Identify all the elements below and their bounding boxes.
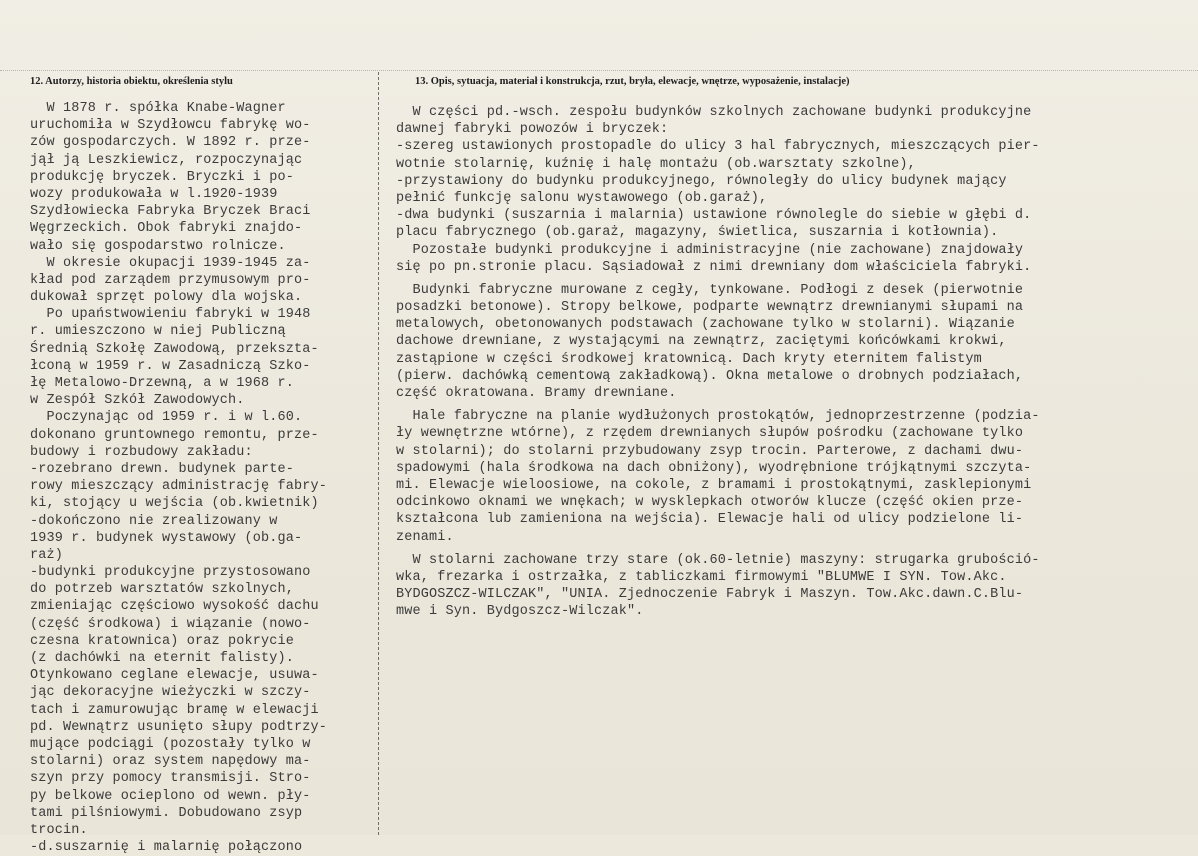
- description-text-line: metalowych, obetonowanych podstawach (zachowane tylko w stolarni). Wiązanie: [396, 317, 1015, 333]
- description-text-line: odcinkowo oknami we wnękach; w wysklepkach otworów klucze (część okien prze-: [396, 495, 1024, 511]
- history-text-line: dokonano gruntownego remontu, prze-: [30, 427, 319, 443]
- top-rule: [0, 70, 1198, 71]
- history-text-line: wozy produkowała w l.1920-1939: [30, 186, 278, 202]
- history-text-column: [30, 100, 375, 856]
- description-text-line: (pierw. dachówką cementową zakładkową). Okna metalowe o drobnych podziałach,: [396, 368, 1024, 384]
- history-text-line: mujące podciągi (pozostały tylko w: [30, 736, 311, 752]
- history-text-line: Szydłowiecka Fabryka Bryczek Braci: [30, 204, 311, 220]
- history-text-line: produkcję bryczek. Bryczki i po-: [30, 169, 295, 185]
- history-text-line: dukował sprzęt polowy dla wojska.: [30, 290, 303, 306]
- description-text-line: W stolarni zachowane trzy stare (ok.60-letnie) maszyny: strugarka grubośció-: [396, 552, 1040, 568]
- history-text-line: trocin.: [30, 822, 88, 838]
- history-text-line: Średnią Szkołę Zawodową, przekszta-: [30, 341, 319, 357]
- history-text-line: py belkowe ocieplono od wewn. pły-: [30, 788, 311, 804]
- history-text-line: jąc dekoracyjne wieżyczki w szczy-: [30, 685, 311, 701]
- history-text-line: -dokończono nie zrealizowany w: [30, 513, 278, 529]
- history-text-line: -budynki produkcyjne przystosowano: [30, 565, 311, 581]
- history-text-line: rowy mieszczący administrację fabry-: [30, 479, 328, 495]
- history-text-line: -d.suszarnię i malarnię połączono: [30, 840, 303, 856]
- section-12-header: 12. Autorzy, historia obiektu, określenia stylu: [30, 76, 233, 87]
- history-text-line: Po upaństwowieniu fabryki w 1948: [30, 307, 311, 323]
- history-text-line: raż): [30, 547, 64, 563]
- column-divider: [378, 72, 379, 835]
- description-text-line: mwe i Syn. Bydgoszcz-Wilczak".: [396, 604, 644, 620]
- description-text-line: Pozostałe budynki produkcyjne i administracyjne (nie zachowane) znajdowały: [396, 242, 1024, 258]
- history-text-line: zów gospodarczych. W 1892 r. prze-: [30, 135, 311, 151]
- description-text-line: Budynki fabryczne murowane z cegły, tynkowane. Podłogi z desek (pierwotnie: [396, 282, 1024, 298]
- description-text-line: zenami.: [396, 529, 454, 545]
- history-text-line: W 1878 r. spółka Knabe-Wagner: [30, 101, 286, 116]
- description-text-line: -szereg ustawionych prostopadle do ulicy 3 hal fabrycznych, mieszczących pier-: [396, 139, 1040, 155]
- description-text-line: spadowymi (hala środkowa na dach obniżony), wyodrębnione trójkątnymi szczyta-: [396, 460, 1032, 476]
- description-text-line: pełnić funkcję salonu wystawowego (ob.garaż),: [396, 190, 768, 206]
- history-text-line: zmieniając częściowo wysokość dachu: [30, 599, 319, 615]
- history-text-line: kład pod zarządem przymusowym pro-: [30, 272, 311, 288]
- history-text-line: 1939 r. budynek wystawowy (ob.ga-: [30, 530, 303, 546]
- history-text-line: budowy i rozbudowy zakładu:: [30, 444, 253, 460]
- history-text-line: do potrzeb warsztatów szkolnych,: [30, 582, 295, 598]
- history-text-line: tami pilśniowymi. Dobudowano zsyp: [30, 805, 303, 821]
- history-text-line: (z dachówki na eternit falisty).: [30, 651, 295, 666]
- description-text-line: kształcona lub zamieniona na wejścia). Elewacje hali od ulicy podzielone li-: [396, 512, 1024, 528]
- history-text-line: -rozebrano drewn. budynek parte-: [30, 461, 295, 477]
- history-text-line: (część środkowa) i wiązanie (nowo-: [30, 616, 311, 632]
- description-text-line: dawnej fabryki powozów i bryczek:: [396, 122, 669, 138]
- history-text-line: łę Metalowo-Drzewną, a w 1968 r.: [30, 376, 295, 391]
- history-text-line: uruchomiła w Szydłowcu fabrykę wo-: [30, 118, 311, 134]
- history-text-line: tach i zamurowując bramę w elewacji: [30, 702, 319, 718]
- description-text-line: mi. Elewacje wieloosiowe, na cokole, z bramami i prostokątnymi, zasklepionymi: [396, 477, 1032, 493]
- description-text-line: -dwa budynki (suszarnia i malarnia) ustawione równolegle do siebie w głębi d.: [396, 208, 1032, 224]
- history-text-line: W okresie okupacji 1939-1945 za-: [30, 255, 311, 271]
- history-text-line: Otynkowano ceglane elewacje, usuwa-: [30, 668, 319, 684]
- description-text-line: posadzki betonowe). Stropy belkowe, podparte wewnątrz drewnianymi słupami na: [396, 300, 1024, 316]
- description-text-line: dachowe drewniane, z wystającymi na zewnątrz, zaciętymi końcówkami krokwi,: [396, 334, 1007, 350]
- history-text-line: r. umieszczono w niej Publiczną: [30, 324, 286, 340]
- description-text-column: [396, 104, 1186, 620]
- history-text-line: Poczynając od 1959 r. i w l.60.: [30, 410, 303, 426]
- history-text-line: szyn przy pomocy transmisji. Stro-: [30, 771, 311, 787]
- history-text-line: stolarni) oraz system napędowy ma-: [30, 754, 311, 770]
- history-text-line: jął ją Leszkiewicz, rozpoczynając: [30, 152, 303, 168]
- section-13-header: 13. Opis, sytuacja, materiał i konstrukcja, rzut, bryła, elewacje, wnętrze, wyposażenie, instalacje): [415, 76, 850, 87]
- description-text-line: -przystawiony do budynku produkcyjnego, równoległy do ulicy budynek mający: [396, 173, 1007, 189]
- description-text-line: W części pd.-wsch. zespołu budynków szkolnych zachowane budynki produkcyjne: [396, 105, 1032, 120]
- history-text-line: w Zespół Szkół Zawodowych.: [30, 393, 245, 409]
- history-text-line: ki, stojący u wejścia (ob.kwietnik): [30, 496, 319, 512]
- history-text-line: łconą w 1959 r. w Zasadniczą Szko-: [30, 358, 311, 374]
- description-text-line: wotnie stolarnię, kuźnię i halę montażu (ob.warsztaty szkolne),: [396, 156, 916, 172]
- description-text-line: ły wewnętrzne wtórne), z rzędem drewnianych słupów pośrodku (zachowane tylko: [396, 426, 1024, 442]
- description-text-line: Hale fabryczne na planie wydłużonych prostokątów, jednoprzestrzenne (podzia-: [396, 409, 1040, 425]
- description-text-line: placu fabrycznego (ob.garaż, magazyny, świetlica, suszarnia i kotłownia).: [396, 225, 999, 241]
- history-text-line: czesna kratownica) oraz pokrycie: [30, 633, 295, 649]
- history-text-line: pd. Wewnątrz usunięto słupy podtrzy-: [30, 719, 328, 735]
- description-text-line: część okratowana. Bramy drewniane.: [396, 386, 677, 401]
- description-text-line: wka, frezarka i ostrzałka, z tabliczkami firmowymi "BLUMWE I SYN. Tow.Akc.: [396, 569, 1007, 585]
- history-text-line: wało się gospodarstwo rolnicze.: [30, 238, 286, 254]
- description-text-line: BYDGOSZCZ-WILCZAK", "UNIA. Zjednoczenie Fabryk i Maszyn. Tow.Akc.dawn.C.Blu-: [396, 587, 1024, 603]
- description-text-line: zastąpione w części środkowej kratownicą. Dach kryty eternitem falistym: [396, 351, 982, 367]
- description-text-line: się po pn.stronie placu. Sąsiadował z nimi drewniany dom właściciela fabryki.: [396, 259, 1032, 275]
- description-text-line: w stolarni); do stolarni przybudowany zsyp trocin. Parterowe, z dachami dwu-: [396, 443, 1024, 459]
- history-text-line: Węgrzeckich. Obok fabryki znajdo-: [30, 221, 303, 237]
